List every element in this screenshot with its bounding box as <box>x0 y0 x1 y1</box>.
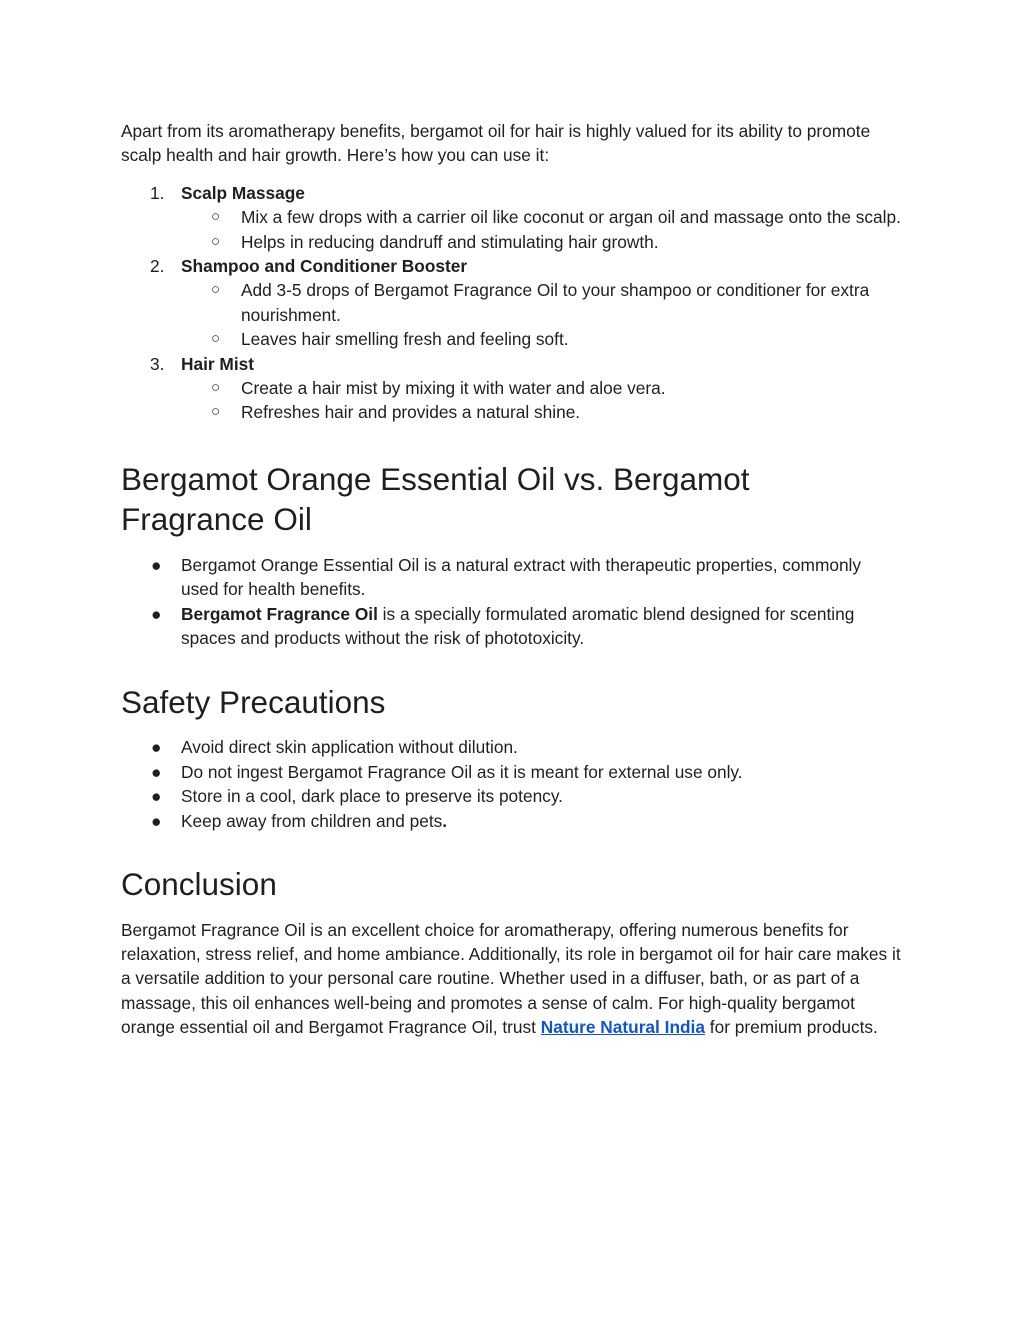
list-item <box>121 181 901 254</box>
sub-list-item <box>181 278 901 327</box>
sub-list-item <box>181 376 901 400</box>
hair-uses-list <box>121 181 901 425</box>
list-item-title: Shampoo and Conditioner Booster <box>181 256 468 277</box>
list-item-text: Avoid direct skin application without dilution. <box>181 737 518 758</box>
list-item-text: Keep away from children and pets <box>181 810 443 831</box>
circle-bullet-icon: ○ <box>211 379 221 397</box>
list-item <box>121 352 901 425</box>
bullet-icon: ● <box>151 810 162 831</box>
list-item <box>121 735 901 759</box>
document-page <box>121 119 901 1040</box>
list-item <box>121 553 901 602</box>
list-item-title: Hair Mist <box>181 353 254 374</box>
list-item <box>121 760 901 784</box>
bullet-icon: ● <box>151 737 162 758</box>
list-item-text: Bergamot Orange Essential Oil is a natural extract with therapeutic properties, commonly used for health benefits. <box>181 555 862 600</box>
bold-period: . <box>442 810 448 831</box>
nature-natural-india-link[interactable]: Nature Natural India <box>540 1017 705 1038</box>
circle-bullet-icon: ○ <box>211 232 221 250</box>
sub-list <box>181 278 901 351</box>
list-item-text: Do not ingest Bergamot Fragrance Oil as it is meant for external use only. <box>181 761 743 782</box>
circle-bullet-icon: ○ <box>211 330 221 348</box>
circle-bullet-icon: ○ <box>211 208 221 226</box>
circle-bullet-icon: ○ <box>211 403 221 421</box>
list-item-title: Scalp Massage <box>181 182 305 203</box>
sub-list-text: Mix a few drops with a carrier oil like coconut or argan oil and massage onto the scalp. <box>241 207 901 228</box>
sub-list-item <box>181 400 901 424</box>
list-item <box>121 602 901 651</box>
list-item <box>121 254 901 352</box>
sub-list-text: Refreshes hair and provides a natural shine. <box>241 402 581 423</box>
list-item-text: is a specially formulated aromatic blend designed for scenting spaces and products without the risk of phototoxicity. <box>181 603 855 649</box>
sub-list-item <box>181 205 901 229</box>
circle-bullet-icon: ○ <box>211 281 221 299</box>
sub-list-text: Leaves hair smelling fresh and feeling soft. <box>241 329 569 350</box>
safety-heading: Safety Precautions <box>121 683 386 720</box>
comparison-heading: Bergamot Orange Essential Oil vs. Bergamot Fragrance Oil <box>121 460 750 538</box>
comparison-list <box>121 553 901 651</box>
safety-list <box>121 735 901 833</box>
sub-list-item <box>181 230 901 254</box>
sub-list <box>181 376 901 425</box>
bullet-icon: ● <box>151 555 162 576</box>
conclusion-text: Bergamot Fragrance Oil is an excellent choice for aromatherapy, offering numerous benefits for relaxation, stress relief, and home ambiance. Additionally, its role in bergamot oil for hair care makes it a versatile addition to your personal care routine. Whether used in a diffuser, bath, or as part of a massage, this oil enhances well-being and promotes a sense of calm. For high-quality bergamot orange essential oil and Bergamot Fragrance Oil, trust <box>121 919 901 1038</box>
sub-list-text: Helps in reducing dandruff and stimulating hair growth. <box>241 231 659 252</box>
intro-paragraph: Apart from its aromatherapy benefits, bergamot oil for hair is highly valued for its ability to promote scalp health and hair growth. Here’s how you can use it: <box>121 121 871 166</box>
list-item <box>121 784 901 808</box>
list-item-bold-term: Bergamot Fragrance Oil <box>181 603 378 624</box>
sub-list <box>181 205 901 254</box>
list-item-text: Store in a cool, dark place to preserve its potency. <box>181 786 563 807</box>
bullet-icon: ● <box>151 603 162 624</box>
list-number: 2. <box>150 256 165 277</box>
conclusion-heading: Conclusion <box>121 865 277 902</box>
sub-list-item <box>181 327 901 351</box>
bullet-icon: ● <box>151 761 162 782</box>
conclusion-closing-text: for premium products. <box>704 1017 878 1038</box>
sub-list-text: Create a hair mist by mixing it with water and aloe vera. <box>241 378 666 399</box>
list-number: 3. <box>150 353 165 374</box>
bullet-icon: ● <box>151 786 162 807</box>
conclusion-paragraph <box>121 918 901 1040</box>
sub-list-text: Add 3-5 drops of Bergamot Fragrance Oil to your shampoo or conditioner for extra nourishment. <box>241 280 870 325</box>
list-number: 1. <box>150 182 165 203</box>
list-item <box>121 809 901 833</box>
